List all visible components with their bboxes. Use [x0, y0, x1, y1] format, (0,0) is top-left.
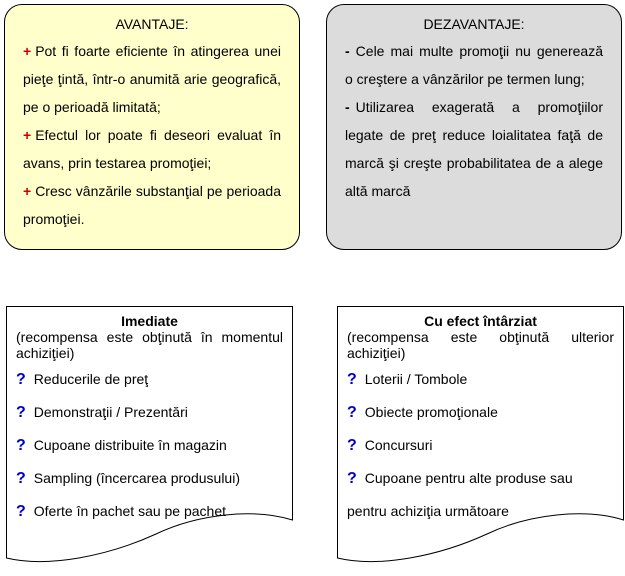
question-bullet-icon: ? — [16, 470, 26, 487]
list-item: ? Obiecte promoţionale — [347, 404, 498, 421]
question-bullet-icon: ? — [16, 371, 26, 388]
advantage-item — [23, 37, 281, 121]
list-item: ? Oferte în pachet sau pe pachet — [16, 503, 227, 520]
advantage-text: Pot fi foarte eficiente în atingerea unei pieţe ţintă, într-o anumită arie geografică, pe o perioadă limitată; — [23, 43, 281, 115]
minus-bullet: - — [345, 43, 350, 59]
delayed-subtitle: (recompensa este obţinută ulterior achiziţiei) — [347, 329, 614, 361]
advantage-text: Cresc vânzările substanţial pe perioada promoţiei. — [23, 183, 281, 227]
disadvantage-item — [345, 37, 603, 93]
plus-bullet: + — [23, 43, 32, 59]
advantages-title: AVANTAJE: — [115, 16, 189, 32]
question-bullet-icon: ? — [16, 437, 26, 454]
list-item: ? Cupoane distribuite în magazin — [16, 437, 227, 454]
disadvantages-title: DEZAVANTAJE: — [423, 16, 525, 32]
disadvantage-text: Cele mai multe promoţii nu generează o creştere a vânzărilor pe termen lung; — [345, 43, 603, 87]
advantage-item — [23, 177, 281, 233]
minus-bullet: - — [345, 99, 350, 115]
question-bullet-icon: ? — [347, 470, 357, 487]
disadvantage-text: Utilizarea exagerată a promoţiilor legate de preţ reduce loialitatea faţă de marcă şi creşte probabilitatea de a alege altă marcă — [345, 99, 603, 199]
question-bullet-icon: ? — [16, 404, 26, 421]
immediate-title: Imediate — [121, 313, 178, 329]
list-item: ? Loterii / Tombole — [347, 371, 468, 388]
list-item: ? Concursuri — [347, 437, 433, 454]
question-bullet-icon: ? — [347, 437, 357, 454]
question-bullet-icon: ? — [16, 503, 26, 520]
list-item: ? Demonstraţii / Prezentări — [16, 404, 188, 421]
list-item: ? Sampling (încercarea produsului) — [16, 470, 240, 487]
list-item: ? Reducerile de preţ — [16, 371, 149, 388]
question-bullet-icon: ? — [347, 371, 357, 388]
advantage-text: Efectul lor poate fi deseori evaluat în avans, prin testarea promoţiei; — [23, 127, 281, 171]
delayed-title: Cu efect întârziat — [424, 313, 537, 329]
delayed-document-box — [337, 306, 624, 576]
immediate-subtitle: (recompensa este obţinută în momentul achiziţiei) — [16, 329, 283, 361]
advantages-box — [4, 4, 300, 250]
immediate-document-box — [6, 306, 293, 576]
question-bullet-icon: ? — [347, 404, 357, 421]
disadvantage-item — [345, 93, 603, 205]
plus-bullet: + — [23, 127, 32, 143]
advantage-item — [23, 121, 281, 177]
list-item: ? Cupoane pentru alte produse sau pentru achiziţia următoare — [347, 470, 573, 519]
plus-bullet: + — [23, 183, 32, 199]
disadvantages-box — [326, 4, 622, 250]
